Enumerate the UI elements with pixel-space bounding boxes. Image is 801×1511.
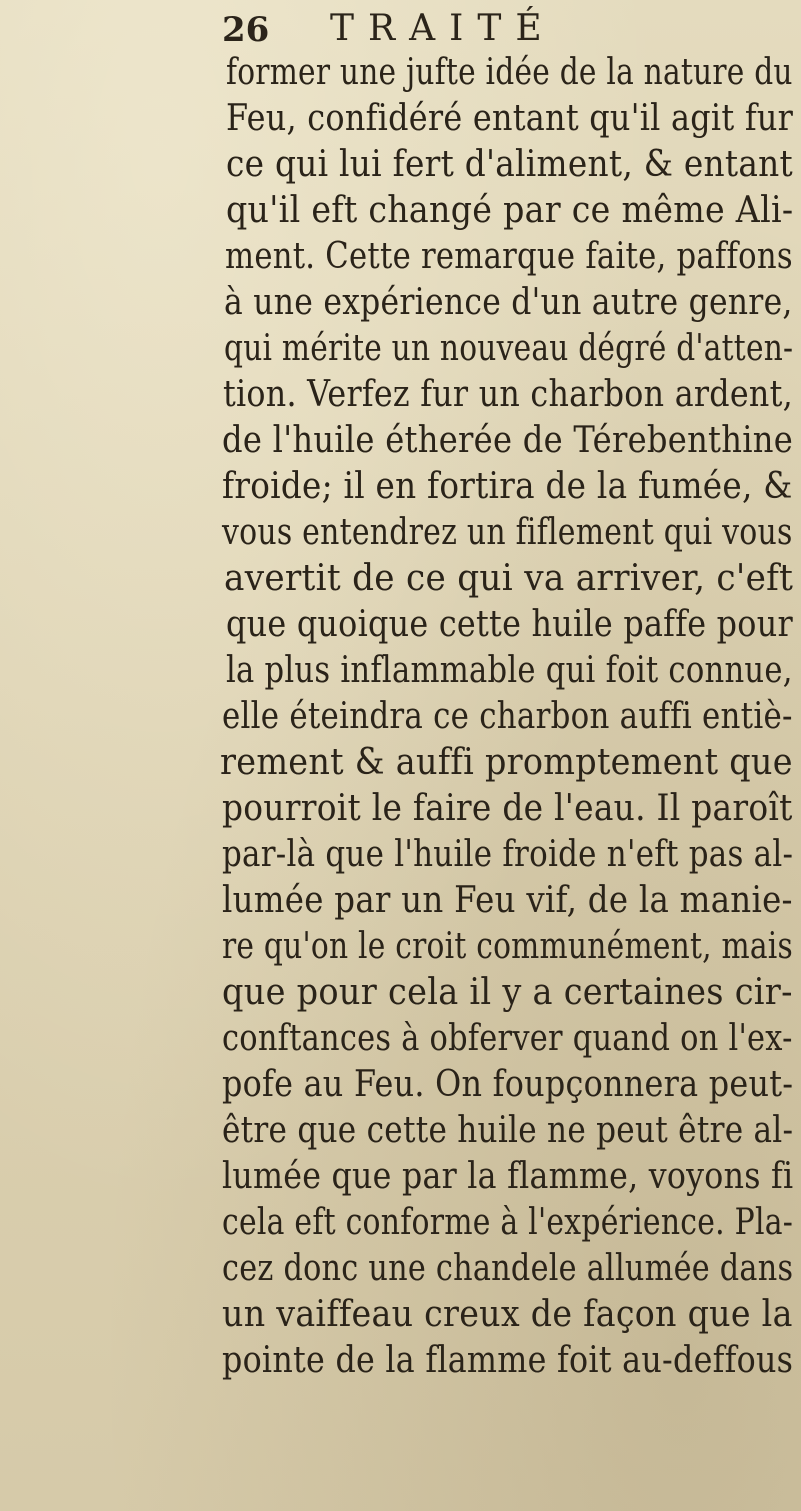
text-line: re qu'on le croit communément, mais [222, 926, 794, 967]
text-line: être que cette huile ne peut être al- [222, 1110, 794, 1151]
text-line: un vaiffeau creux de façon que la [222, 1294, 793, 1335]
text-line: froide; il en fortira de la fumée, & [222, 466, 793, 507]
text-line: pointe de la flamme foit au-deffous [222, 1340, 794, 1381]
page-header [0, 4, 801, 50]
text-line: la plus inflammable qui foit connue, [226, 650, 793, 691]
text-line: elle éteindra ce charbon auffi entiè- [222, 696, 793, 737]
text-line: que pour cela il y a certaines cir- [222, 972, 793, 1013]
text-line: à une expérience d'un autre genre, [224, 282, 793, 323]
text-line: avertit de ce qui va arriver, c'eft [224, 558, 794, 599]
text-line: qui mérite un nouveau dégré d'atten- [224, 328, 794, 369]
text-line: conftances à obferver quand on l'ex- [222, 1018, 793, 1059]
text-line: lumée par un Feu vif, de la manie- [222, 880, 793, 921]
text-line: former une jufte idée de la nature du [226, 52, 793, 93]
text-line: ment. Cette remarque faite, paffons [225, 236, 793, 277]
text-line: par-là que l'huile froide n'eft pas al- [222, 834, 794, 875]
text-line: que quoique cette huile paffe pour [226, 604, 793, 645]
text-line: cez donc une chandele allumée dans [222, 1248, 794, 1289]
running-title: TRAITÉ [330, 8, 556, 49]
text-line: qu'il eft changé par ce même Ali- [226, 190, 794, 231]
text-line: ce qui lui fert d'aliment, & entant [226, 144, 793, 185]
text-line: vous entendrez un fiflement qui vous [222, 512, 793, 553]
text-line: tion. Verfez fur un charbon ardent, [223, 374, 793, 415]
text-line: de l'huile étherée de Térebenthine [222, 420, 794, 461]
text-line: cela eft conforme à l'expérience. Pla- [222, 1202, 794, 1243]
text-line: rement & auffi promptement que [220, 742, 793, 783]
text-line: Feu, confidéré entant qu'il agit fur [226, 98, 794, 139]
text-line: pofe au Feu. On foupçonnera peut- [222, 1064, 794, 1105]
text-line: pourroit le faire de l'eau. Il paroît [222, 788, 793, 829]
page-number: 26 [222, 10, 270, 50]
text-line: lumée que par la flamme, voyons fi [222, 1156, 794, 1197]
